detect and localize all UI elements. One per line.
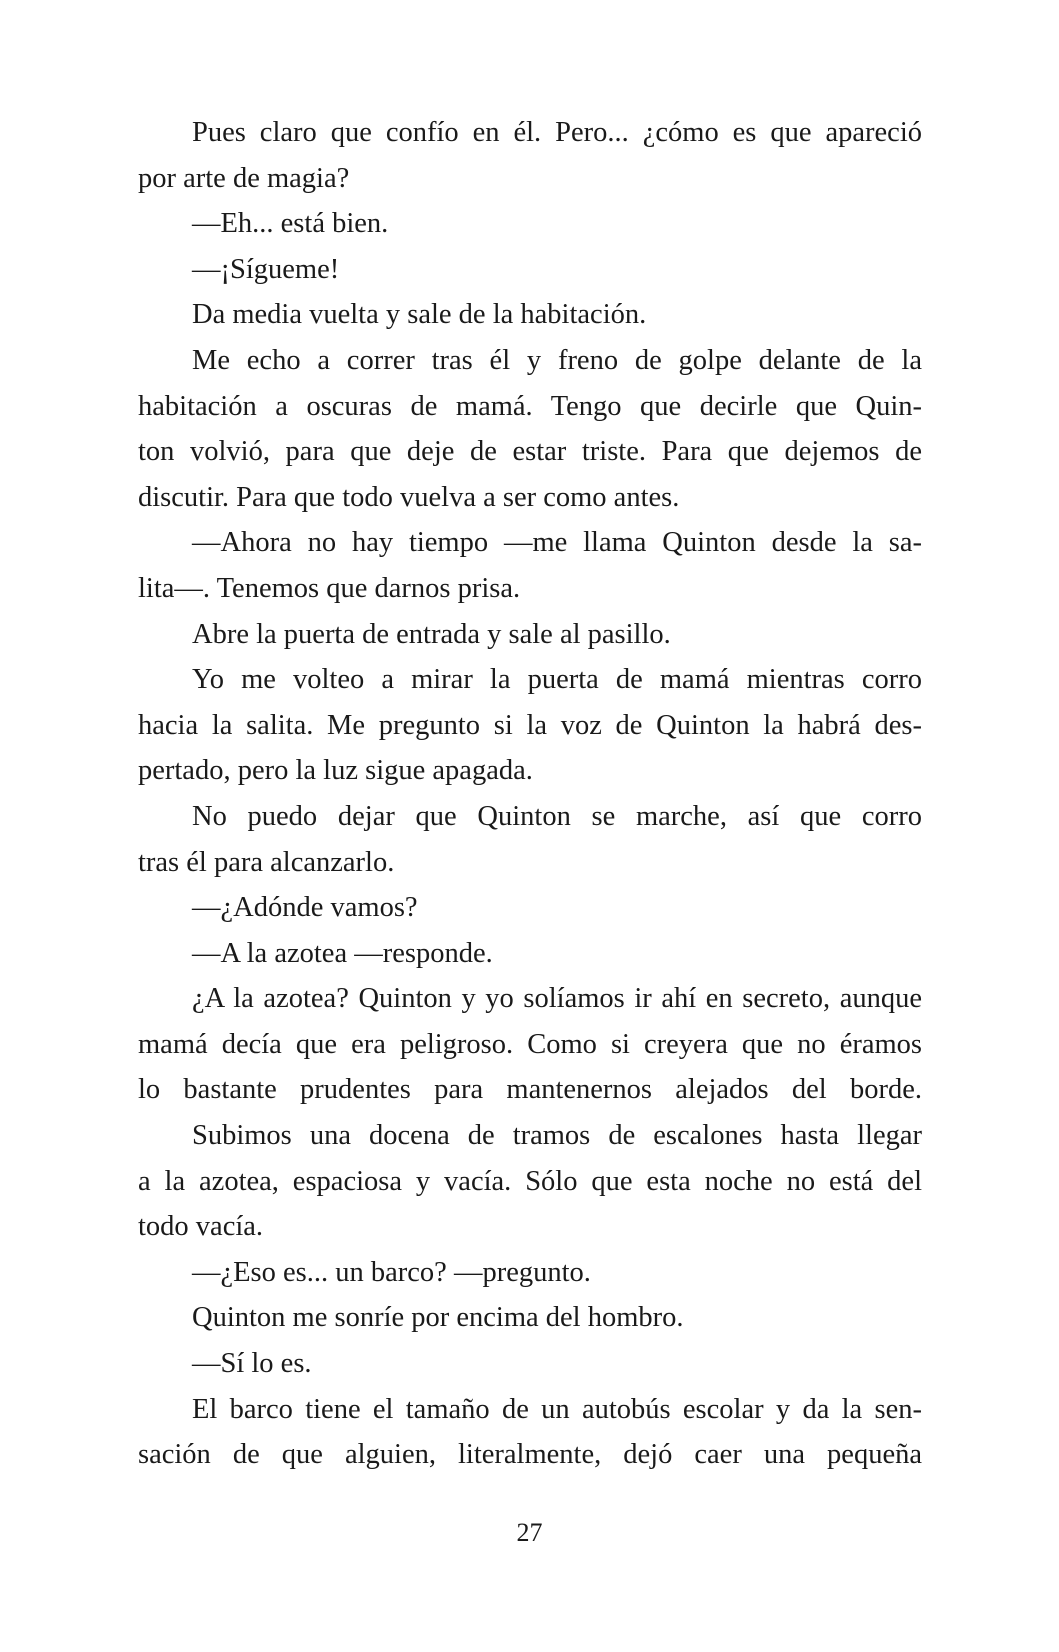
text-line: —Sí lo es. <box>192 1348 312 1380</box>
text-line: Pues claro que confío en él. Pero... ¿cómo es que apareció <box>192 117 922 148</box>
text-line: —¿Adónde vamos? <box>192 892 418 924</box>
text-line: Yo me volteo a mirar la puerta de mamá mientras corro <box>192 664 922 696</box>
text-line: —¿Eso es... un barco? —pregunto. <box>192 1256 591 1288</box>
text-line: Subimos una docena de tramos de escalones hasta llegar <box>192 1120 922 1152</box>
text-line: todo vacía. <box>138 1211 264 1243</box>
text-line: El barco tiene el tamaño de un autobús escolar y da la sen- <box>192 1393 922 1425</box>
text-line: —Ahora no hay tiempo —me llama Quinton desde la sa- <box>192 527 922 559</box>
text-line: por arte de magia? <box>138 162 350 194</box>
text-line: No puedo dejar que Quinton se marche, así que corro <box>192 800 922 832</box>
text-line: lo bastante prudentes para mantenernos alejados del borde. <box>138 1074 922 1106</box>
text-line: —¡Sígueme! <box>192 253 340 285</box>
text-line: tras él para alcanzarlo. <box>138 846 395 878</box>
text-line: discutir. Para que todo vuelva a ser como antes. <box>138 481 680 513</box>
text-line: hacia la salita. Me pregunto si la voz de Quinton la habrá des- <box>138 709 922 741</box>
text-line: lita—. Tenemos que darnos prisa. <box>138 572 521 604</box>
text-line: a la azotea, espaciosa y vacía. Sólo que esta noche no está del <box>138 1165 922 1197</box>
text-line: Abre la puerta de entrada y sale al pasillo. <box>192 618 671 650</box>
text-line: mamá decía que era peligroso. Como si creyera que no éramos <box>138 1028 922 1060</box>
page-number: 27 <box>516 1518 543 1547</box>
text-line: —A la azotea —responde. <box>192 937 493 969</box>
text-line: Me echo a correr tras él y freno de golpe delante de la <box>192 344 922 376</box>
text-line: habitación a oscuras de mamá. Tengo que decirle que Quin- <box>138 390 922 422</box>
text-line: Da media vuelta y sale de la habitación. <box>192 299 647 331</box>
text-line: Quinton me sonríe por encima del hombro. <box>192 1302 684 1334</box>
text-line: —Eh... está bien. <box>192 208 389 240</box>
text-line: ¿A la azotea? Quinton y yo solíamos ir ahí en secreto, aunque <box>192 983 922 1015</box>
body-text <box>138 110 922 1478</box>
text-line: sación de que alguien, literalmente, dejó caer una pequeña <box>138 1439 922 1471</box>
text-line: pertado, pero la luz sigue apagada. <box>138 755 533 787</box>
text-line: ton volvió, para que deje de estar triste. Para que dejemos de <box>138 436 922 468</box>
